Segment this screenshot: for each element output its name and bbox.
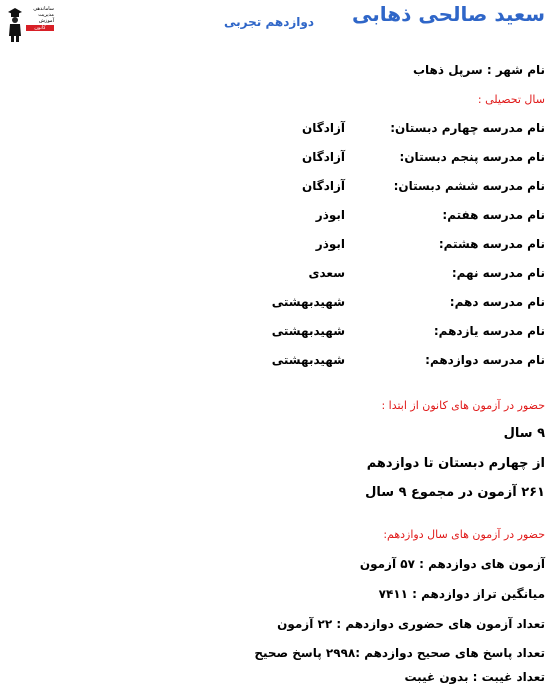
kanoon-heading: حضور در آزمون های کانون از ابتدا : [381, 399, 545, 412]
school-row [245, 237, 545, 255]
logo-line-3: آموزش [38, 18, 54, 24]
school-label: نام مدرسه یازدهم: [433, 324, 545, 338]
school-row [245, 353, 545, 371]
logo-line-4: کانون [34, 25, 46, 31]
school-label: نام مدرسه ششم دبستان: [393, 179, 545, 193]
school-row [245, 295, 545, 313]
school-row [245, 266, 545, 284]
grade12-exam-count: آزمون های دوازدهم : ۵۷ آزمون [359, 557, 545, 571]
kanoon-range: از چهارم دبستان تا دوازدهم [366, 456, 545, 471]
kanoon-total: ۲۶۱ آزمون در مجموع ۹ سال [365, 485, 545, 500]
school-value: آزادگان [301, 150, 345, 164]
school-row [245, 150, 545, 168]
school-value: شهیدبهشتی [271, 324, 345, 338]
school-label: نام مدرسه دوازدهم: [425, 353, 545, 367]
school-value: سعدی [308, 266, 345, 280]
grade-label: دوازدهم تجربی [224, 15, 314, 29]
school-value: آزادگان [301, 121, 345, 135]
logo-line-2: مدیریت [38, 12, 54, 18]
school-value: شهیدبهشتی [271, 295, 345, 309]
kanoon-years: ۹ سال [503, 426, 545, 441]
school-value: شهیدبهشتی [271, 353, 345, 367]
grade12-correct-answers: تعداد پاسخ های صحیح دوازدهم :۲۹۹۸ پاسخ صحیح [254, 646, 545, 660]
grade12-average-score: میانگین تراز دوازدهم : ۷۴۱۱ [378, 587, 545, 601]
figure-icon [6, 6, 24, 46]
school-row [245, 324, 545, 342]
school-label: نام مدرسه هشتم: [438, 237, 545, 251]
school-label: نام مدرسه چهارم دبستان: [390, 121, 545, 135]
school-row [245, 179, 545, 197]
student-name: سعید صالحی ذهابی [352, 2, 545, 26]
school-value: ابوذر [315, 208, 345, 222]
logo-line-1: ساماندهی [33, 6, 54, 12]
school-value: ابوذر [315, 237, 345, 251]
academic-years-heading: سال تحصیلی : [477, 93, 545, 106]
school-label: نام مدرسه پنجم دبستان: [399, 150, 545, 164]
school-label: نام مدرسه نهم: [451, 266, 545, 280]
kanoon-logo-icon [6, 6, 54, 50]
school-row [245, 208, 545, 226]
school-label: نام مدرسه دهم: [449, 295, 545, 309]
logo-red-band [26, 25, 54, 31]
grade12-in-person-count: تعداد آزمون های حضوری دوازدهم : ۲۲ آزمون [277, 617, 545, 631]
school-value: آزادگان [301, 179, 345, 193]
grade12-absences: تعداد غیبت : بدون غیبت [404, 670, 545, 684]
grade12-heading: حضور در آزمون های سال دوازدهم: [383, 528, 545, 541]
school-row [245, 121, 545, 139]
school-label: نام مدرسه هفتم: [442, 208, 545, 222]
city-line: نام شهر : سرپل ذهاب [412, 63, 545, 77]
